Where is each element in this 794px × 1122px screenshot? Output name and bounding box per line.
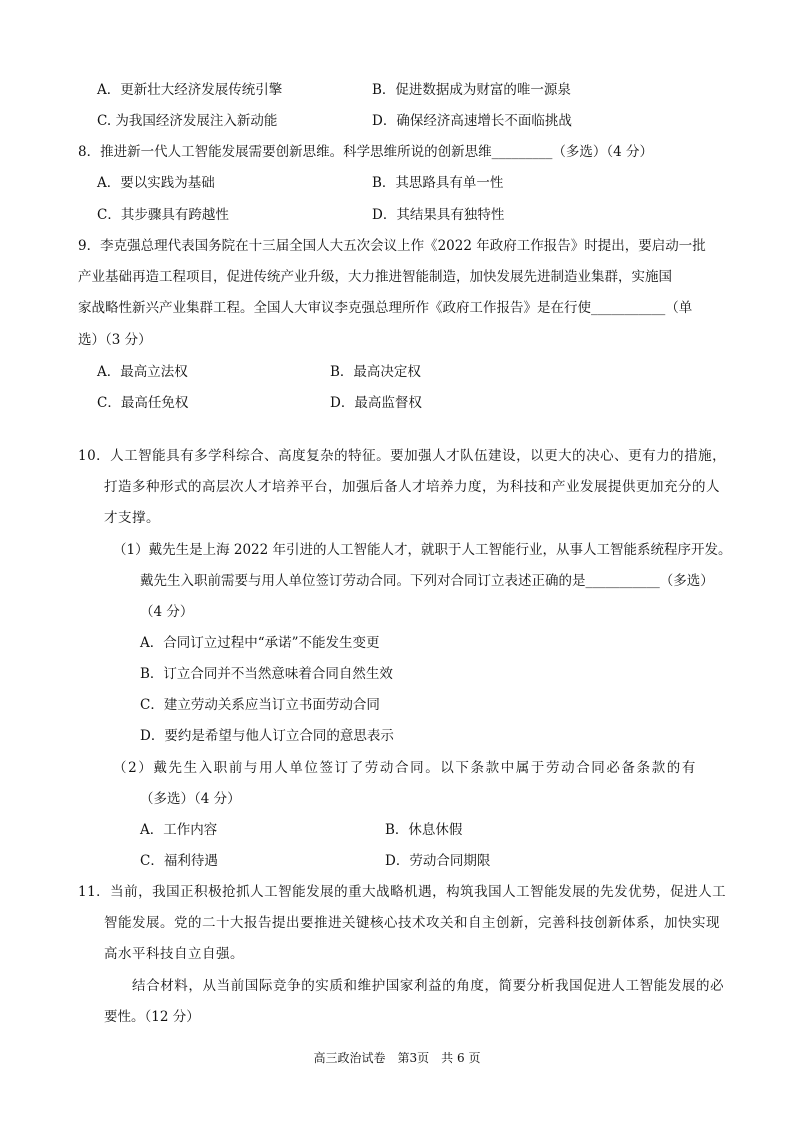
q11-stem-line1: 11．当前，我国正积极抢抓人工智能发展的重大战略机遇，构筑我国人工智能发展的先发优势，促进人工 — [78, 884, 727, 900]
q10-2-stem-line1: （2）戴先生入职前与用人单位签订了劳动合同。以下条款中属于劳动合同必备条款的有 — [113, 760, 697, 776]
q10-2-stem-line2: （多选）（4 分） — [140, 791, 241, 807]
q8-stem: 8．推进新一代人工智能发展需要创新思维。科学思维所说的创新思维_________（多选）（4 分） — [78, 144, 653, 160]
q10-1-option-d: D．要约是希望与他人订立合同的意思表示 — [140, 728, 394, 744]
q11-prompt-line1: 结合材料，从当前国际竞争的实质和维护国家利益的角度，简要分析我国促进人工智能发展的必 — [132, 978, 725, 994]
q10-2-option-b: B．休息休假 — [385, 822, 463, 838]
q9-stem-line1: 9．李克强总理代表国务院在十三届全国人大五次会议上作《2022 年政府工作报告》时提出，要启动一批 — [78, 238, 706, 254]
q8-option-a: A．要以实践为基础 — [97, 175, 215, 191]
q10-1-stem-line3: （4 分） — [140, 604, 194, 620]
q8-option-c: C．其步骤具有跨越性 — [97, 207, 229, 223]
q9-option-a: A．最高立法权 — [97, 364, 188, 380]
q9-option-b: B．最高决定权 — [330, 364, 421, 380]
q10-1-stem-line1: （1）戴先生是上海 2022 年引进的人工智能人才，就职于人工智能行业，从事人工智能系统程序开发。 — [113, 542, 732, 558]
q7-option-c: C. 为我国经济发展注入新动能 — [97, 113, 278, 129]
q9-option-c: C．最高任免权 — [97, 395, 189, 411]
q7-option-b: B．促进数据成为财富的唯一源泉 — [372, 82, 571, 98]
q11-prompt-line2: 要性。（12 分） — [104, 1009, 200, 1025]
q10-1-option-a: A．合同订立过程中“承诺”不能发生变更 — [140, 635, 380, 651]
q10-1-option-c: C．建立劳动关系应当订立书面劳动合同 — [140, 697, 380, 713]
q9-option-d: D．最高监督权 — [330, 395, 422, 411]
q7-option-a: A．更新壮大经济发展传统引擎 — [97, 82, 283, 98]
page-footer: 高三政治试卷 第3页 共 6 页 — [313, 1051, 481, 1065]
q11-stem-line3: 高水平科技自立自强。 — [104, 946, 244, 962]
q10-stem-line2: 打造多种形式的高层次人才培养平台，加强后备人才培养力度，为科技和产业发展提供更加充分的人 — [104, 479, 720, 495]
q10-2-option-a: A．工作内容 — [140, 822, 218, 838]
q10-stem-line1: 10．人工智能具有多学科综合、高度复杂的特征。要加强人才队伍建设，以更大的决心、更有力的措施， — [78, 448, 727, 464]
q11-stem-line2: 智能发展。党的二十大报告提出要推进关键核心技术攻关和自主创新，完善科技创新体系，加快实现 — [104, 915, 720, 931]
q10-2-option-d: D．劳动合同期限 — [385, 853, 491, 869]
q10-2-option-c: C．福利待遇 — [140, 853, 218, 869]
q9-stem-line4: 选）（3 分） — [78, 332, 152, 348]
q10-1-stem-line2: 戴先生入职前需要与用人单位签订劳动合同。下列对合同订立表述正确的是___________（多选） — [140, 573, 714, 589]
q9-stem-line3: 家战略性新兴产业集群工程。全国人大审议李克强总理所作《政府工作报告》是在行使___________（单 — [78, 300, 693, 316]
q8-option-b: B．其思路具有单一性 — [372, 175, 504, 191]
q10-stem-line3: 才支撑。 — [104, 510, 160, 526]
q9-stem-line2: 产业基础再造工程项目，促进传统产业升级，大力推进智能制造，加快发展先进制造业集群，实施国 — [78, 269, 672, 285]
q8-option-d: D．其结果具有独特性 — [372, 207, 505, 223]
q10-1-option-b: B．订立合同并不当然意味着合同自然生效 — [140, 666, 393, 682]
q7-option-d: D．确保经济高速增长不面临挑战 — [372, 113, 572, 129]
